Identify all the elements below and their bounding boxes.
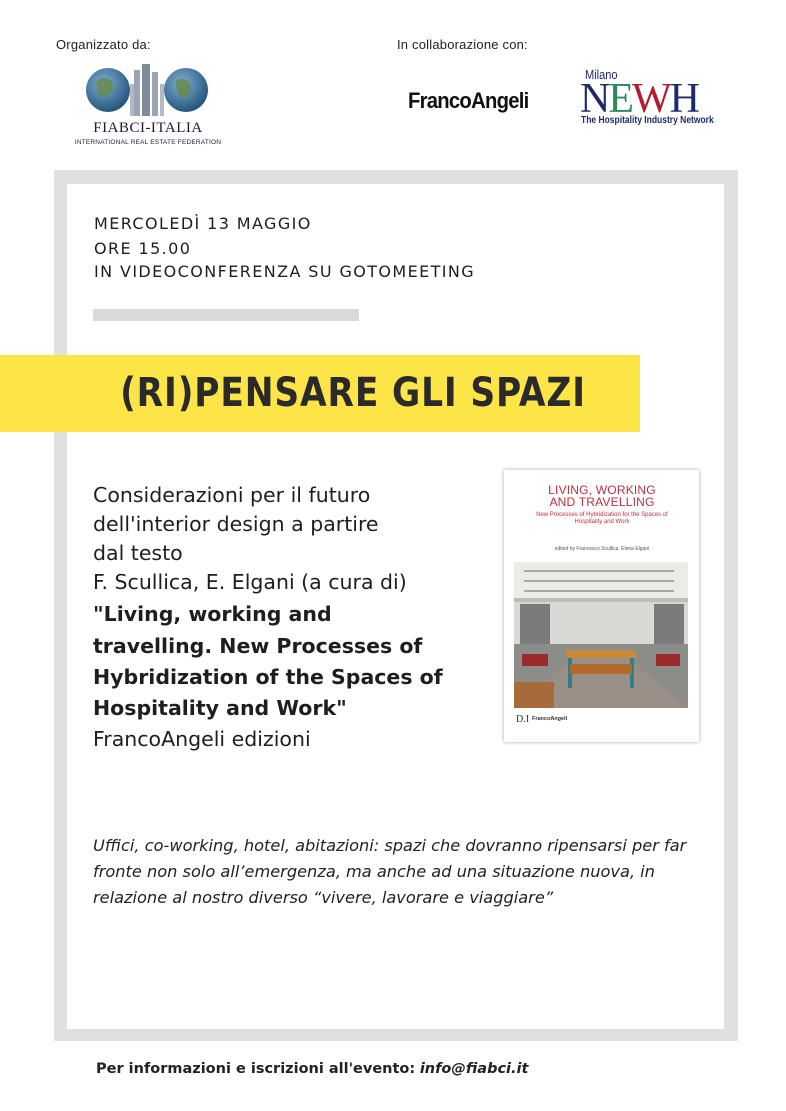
book-cover-subtitle-line: Hospitality and Work [574, 519, 630, 525]
fiabci-subtitle: INTERNATIONAL REAL ESTATE FEDERATION [74, 139, 222, 146]
book-cover-publisher: FrancoAngeli [532, 716, 568, 722]
book-cover-title-line: AND TRAVELLING [549, 495, 655, 509]
newh-tagline: The Hospitality Industry Network [581, 115, 714, 126]
event-time: ORE 15.00 [94, 239, 192, 258]
description-line: F. Scullica, E. Elgani (a cura di) [93, 570, 407, 594]
publisher-line: FrancoAngeli edizioni [93, 727, 311, 751]
description-line: Considerazioni per il futuro [93, 483, 371, 507]
organized-by-label: Organizzato da: [56, 37, 151, 52]
newh-letter-n: N [580, 76, 609, 122]
book-cover-editors: edited by Francesco Scullica, Elena Elgani [554, 546, 650, 552]
book-title-line: Hospitality and Work" [93, 696, 347, 720]
description-line: dell'interior design a partire [93, 512, 379, 536]
book-cover-subtitle-line: New Processes of Hybridization for the Spaces of [536, 512, 668, 518]
book-cover-photo [514, 562, 688, 708]
book-cover-subtitle [520, 512, 684, 526]
newh-city: Milano [585, 67, 618, 82]
book-cover-series: D.I [516, 714, 530, 725]
collaboration-label: In collaborazione con: [397, 37, 528, 52]
footer-email-link[interactable]: info@fiabci.it [419, 1061, 529, 1077]
description-line: dal testo [93, 541, 183, 565]
divider-bar [93, 309, 359, 321]
book-title-line: Hybridization of the Spaces of [93, 665, 443, 689]
newh-letter-e: E [608, 76, 632, 122]
francoangeli-logo: FrancoAngeli [408, 88, 529, 113]
newh-letter-h: H [669, 76, 698, 122]
footer-info [96, 1061, 528, 1077]
book-title-line: travelling. New Processes of [93, 634, 423, 658]
newh-letter-w: W [632, 76, 670, 122]
event-day: MERCOLEDÌ 13 MAGGIO [94, 214, 312, 233]
fiabci-name: FIABCI-ITALIA [93, 120, 203, 136]
event-blurb: Uffici, co-working, hotel, abitazioni: spazi che dovranno ripensarsi per far fronte non solo all’emergenza, ma anche ad una situazione nuova, in relazione al nostro diverso “vivere, lavorare e viaggiare” [93, 836, 687, 907]
event-venue: IN VIDEOCONFERENZA SU GOTOMEETING [94, 262, 476, 281]
book-cover-title [516, 484, 688, 508]
book-cover-title-line: LIVING, WORKING [548, 483, 656, 497]
event-title: (RI)PENSARE GLI SPAZI [120, 370, 586, 416]
footer-label: Per informazioni e iscrizioni all'evento: [96, 1061, 416, 1077]
book-title-line: "Living, working and [93, 602, 332, 626]
